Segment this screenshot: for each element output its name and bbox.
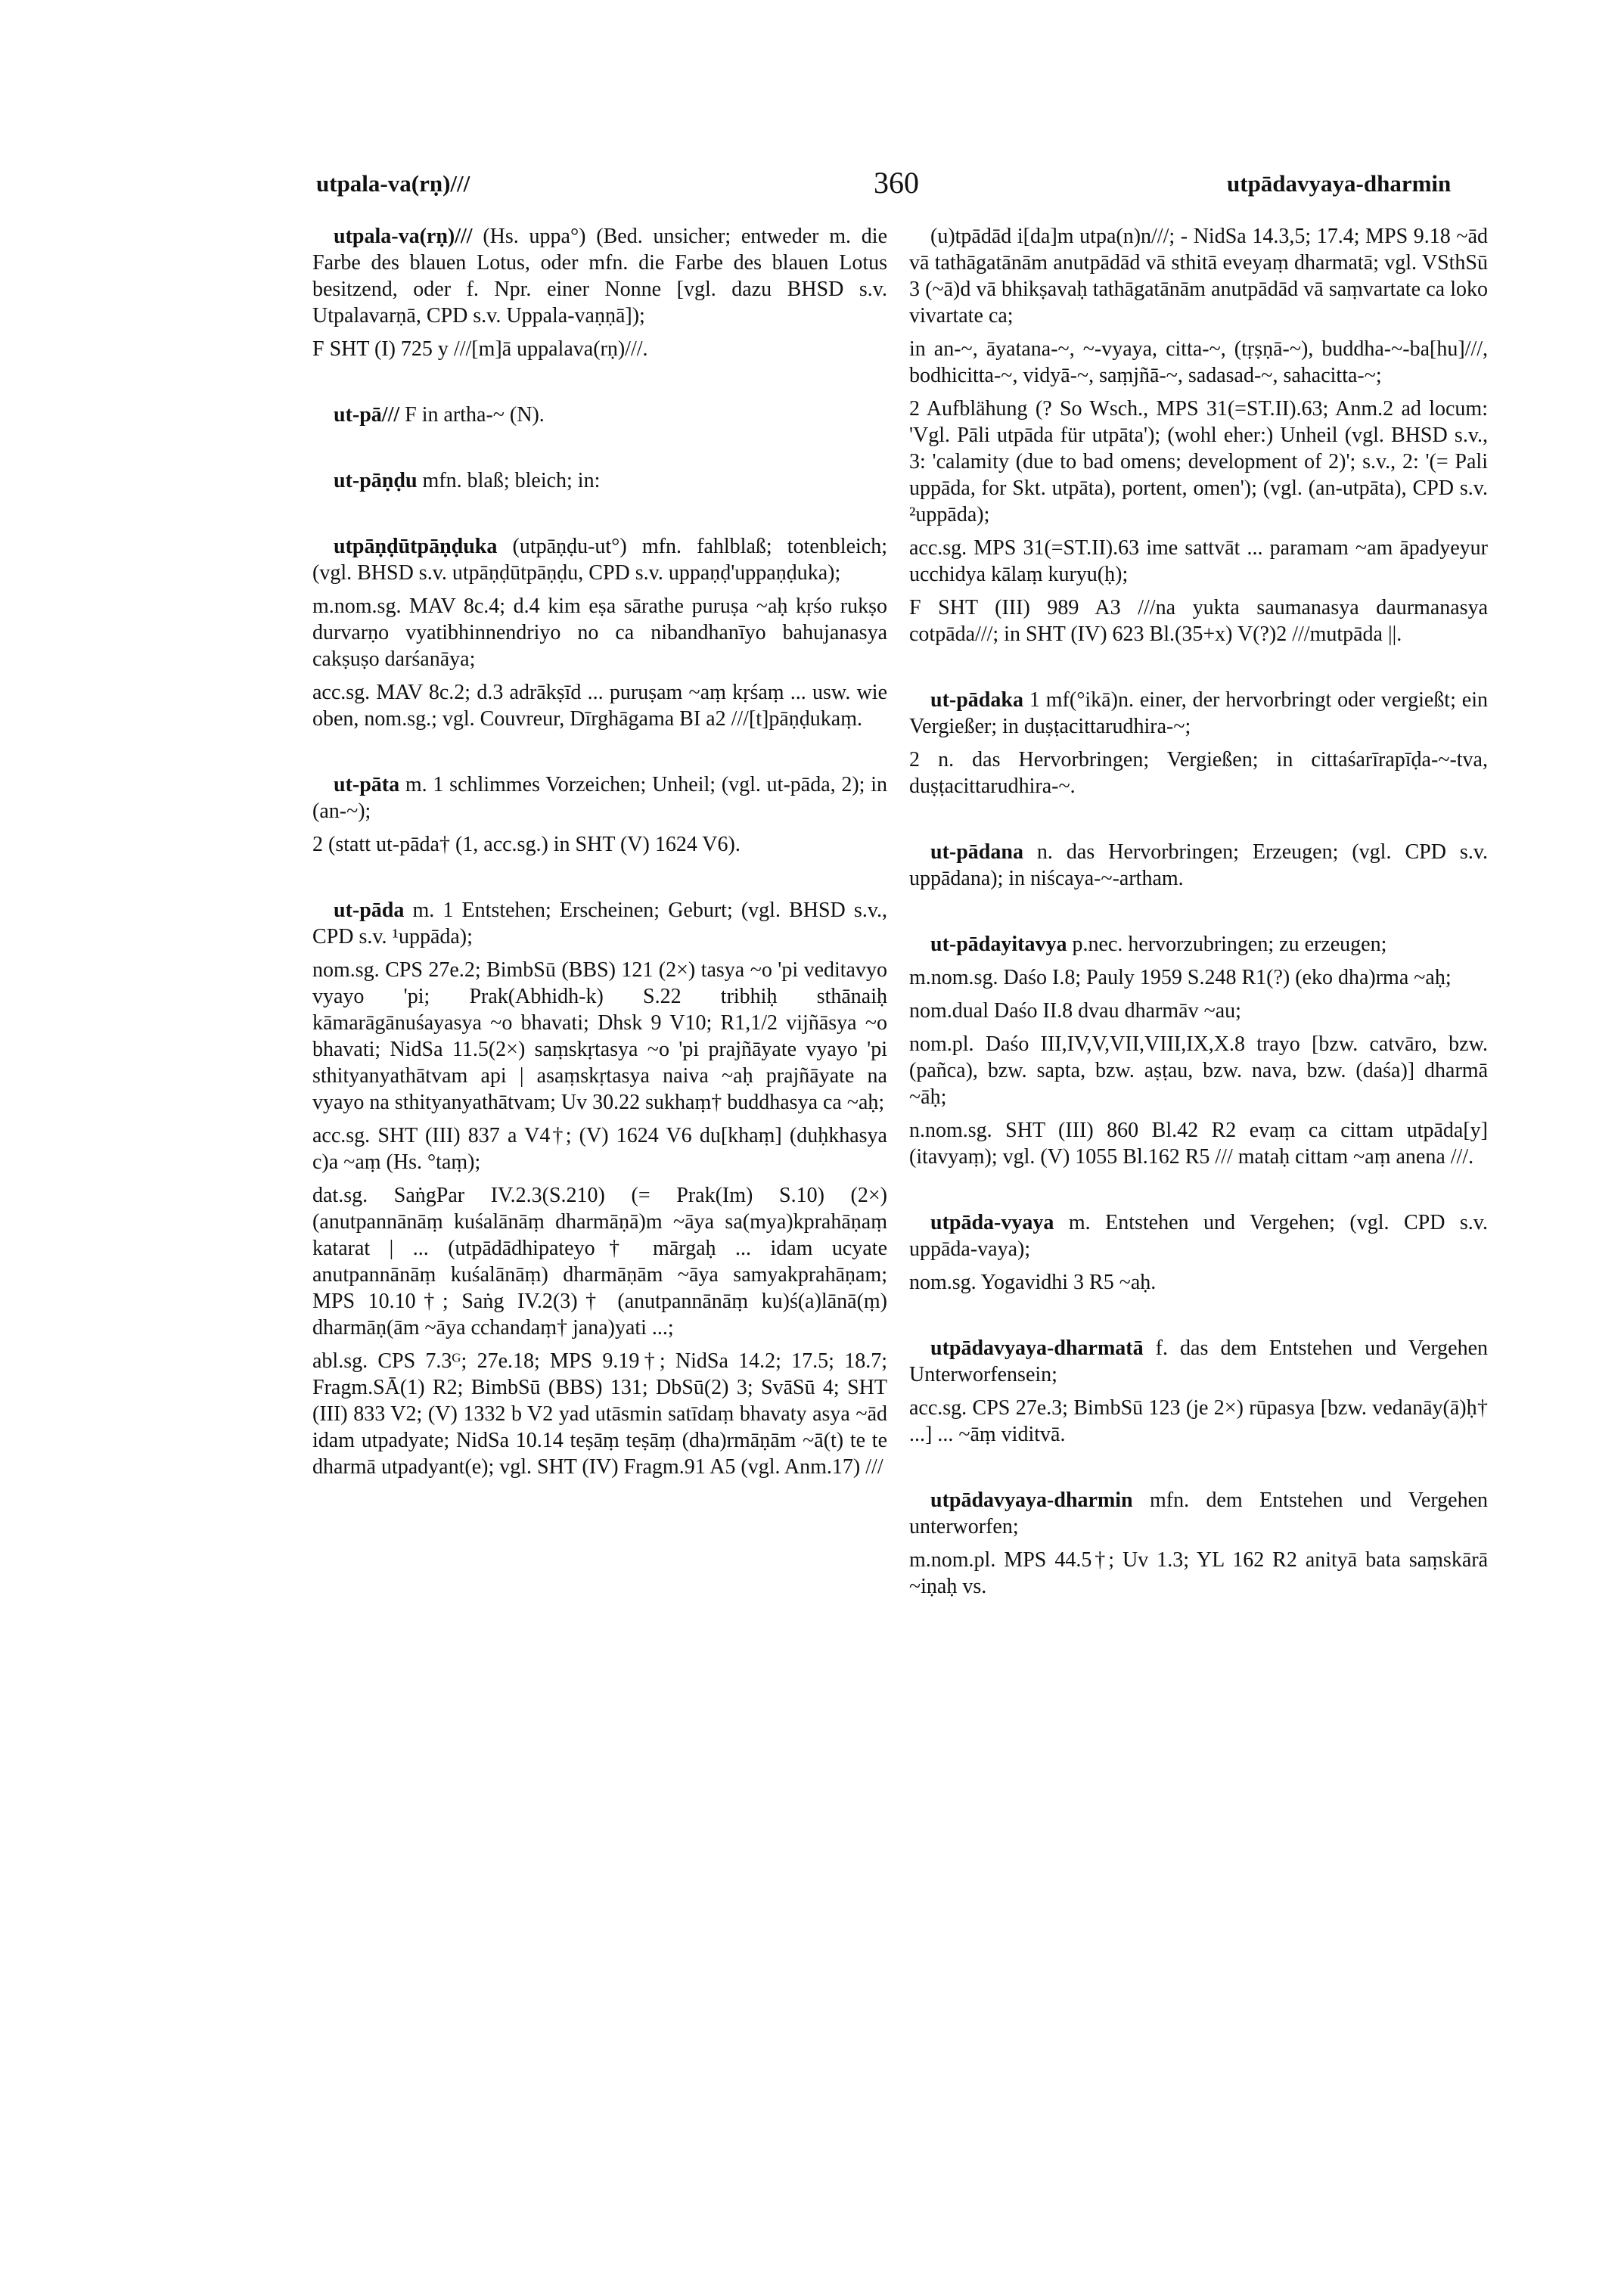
entry-citation <box>312 1182 887 1341</box>
entry-text: mfn. dem Entstehen und Vergehen unterworfen; <box>909 1489 1488 1538</box>
entry-text: F SHT (I) 725 y ///[m]ā uppalava(rṇ)///. <box>312 337 648 361</box>
entry-text: m. Entstehen und Vergehen; (vgl. CPD s.v. uppāda-vaya); <box>909 1211 1488 1261</box>
entry-citation <box>909 396 1488 528</box>
dictionary-entry <box>909 839 1488 892</box>
dictionary-entry <box>909 931 1488 1170</box>
entry-headword: ut-pādaka <box>930 688 1023 712</box>
dictionary-entry <box>312 223 887 362</box>
entry-headword: utpādavyaya-dharmin <box>930 1489 1133 1512</box>
entry-citation <box>909 595 1488 647</box>
entry-definition <box>909 839 1488 892</box>
entry-text: m.nom.pl. MPS 44.5†; Uv 1.3; YL 162 R2 anityā bata saṃskārā ~iṇaḥ vs. <box>909 1548 1488 1598</box>
entry-definition <box>909 1209 1488 1262</box>
entry-headword: ut-pāda <box>334 899 405 922</box>
entry-text: (Hs. uppa°) (Bed. unsicher; entweder m. die Farbe des blauen Lotus, oder mfn. die Farbe des blauen Lotus besitzend, oder f. Npr. einer Nonne [vgl. dazu BHSD s.v. Utpalavarṇā, CPD s.v. Uppala-vaṇṇā]); <box>312 225 887 328</box>
entry-text: abl.sg. CPS 7.3ᴳ; 27e.18; MPS 9.19†; NidSa 14.2; 17.5; 18.7; Fragm.SĀ(1) R2; BimbSū (BBS) 131; DbSū(2) 3; SvāSū 4; SHT (III) 833 V2; (V) 1332 b V2 yad utāsmin satīdaṃ bhavaty asya ~ād idam utpadyate; NidSa 10.14 teṣāṃ teṣāṃ (dha)rmāṇām ~ā(t) te te dharmā utpadyant(e); vgl. SHT (IV) Fragm.91 A5 (vgl. Anm.17) /// <box>312 1349 887 1479</box>
entry-citation <box>909 1269 1488 1296</box>
entry-headword: ut-pā/// <box>334 403 400 427</box>
entry-definition <box>312 402 887 428</box>
dictionary-entry <box>312 533 887 732</box>
entry-text: acc.sg. SHT (III) 837 a V4†; (V) 1624 V6 du[khaṃ] (duḥkhasya c)a ~aṃ (Hs. °taṃ); <box>312 1124 887 1174</box>
entry-definition <box>312 467 887 494</box>
left-column <box>312 223 887 1520</box>
entry-headword: utpala-va(rṇ)/// <box>334 225 473 248</box>
dictionary-entry <box>312 771 887 858</box>
entry-text: n. das Hervorbringen; Erzeugen; (vgl. CPD s.v. uppādana); in niścaya-~-artham. <box>909 840 1488 890</box>
dictionary-entry <box>909 1209 1488 1296</box>
entry-citation <box>312 679 887 732</box>
dictionary-entry <box>312 467 887 494</box>
entry-citation <box>909 336 1488 389</box>
entry-text: F in artha-~ (N). <box>399 403 545 427</box>
entry-definition <box>909 931 1488 958</box>
entry-text: nom.sg. Yogavidhi 3 R5 ~aḥ. <box>909 1271 1157 1294</box>
right-column <box>909 223 1488 1639</box>
entry-headword: ut-pādana <box>930 840 1023 864</box>
entry-citation <box>909 747 1488 799</box>
entry-text: F SHT (III) 989 A3 ///na yukta saumanasya daurmanasya cotpāda///; in SHT (IV) 623 Bl.(35+x) V(?)2 ///mutpāda ||. <box>909 596 1488 646</box>
entry-text: m. 1 Entstehen; Erscheinen; Geburt; (vgl. BHSD s.v., CPD s.v. ¹uppāda); <box>312 899 887 948</box>
entry-text: m.nom.sg. Daśo I.8; Pauly 1959 S.248 R1(?) (eko dha)rma ~aḥ; <box>909 966 1452 989</box>
entry-text: nom.dual Daśo II.8 dvau dharmāv ~au; <box>909 999 1241 1023</box>
entry-citation <box>312 1122 887 1175</box>
entry-text: (u)tpādād i[da]m utpa(n)n///; - NidSa 14.3,5; 17.4; MPS 9.18 ~ād vā tathāgatānām anutpādād vā sthitā eveyaṃ dharmatā; vgl. VSthSū 3 (~ā)d vā bhikṣavaḥ tathāgatānām anutpādād vā saṃvartate ca loko vivartate ca; <box>909 225 1488 328</box>
entry-text: m.nom.sg. MAV 8c.4; d.4 kim eṣa sārathe puruṣa ~aḥ kṛśo rukṣo durvarṇo vyatibhinnendriyo no ca nibandhanīyo bahujanasya cakṣuṣo darśanāya; <box>312 595 887 671</box>
entry-text: (utpāṇḍu-ut°) mfn. fahlblaß; totenbleich; (vgl. BHSD s.v. utpāṇḍūtpāṇḍu, CPD s.v. uppaṇḍ'uppaṇḍuka); <box>312 535 887 585</box>
entry-text: 1 mf(°ikā)n. einer, der hervorbringt oder vergießt; ein Vergießer; in duṣṭacittarudhira-~; <box>909 688 1488 738</box>
entry-text: 2 n. das Hervorbringen; Vergießen; in cittaśarīrapīḍa-~-tva, duṣṭacittarudhira-~. <box>909 748 1488 798</box>
entry-text: 2 (statt ut-pāda† (1, acc.sg.) in SHT (V) 1624 V6). <box>312 833 741 856</box>
page-number: 360 <box>874 166 919 200</box>
entry-text: f. das dem Entstehen und Vergehen Unterworfensein; <box>909 1336 1488 1386</box>
entry-text: 2 Aufblähung (? So Wsch., MPS 31(=ST.II).63; Anm.2 ad locum: 'Vgl. Pāli utpāda für utpāta'); (wohl eher:) Unheil (vgl. BHSD s.v., 3: 'calamity (due to bad omens; development of 2)'; s.v., 2: '(= Pali uppāda, for Skt. utpāta), portent, omen'); (vgl. (an-utpāta), CPD s.v. ²uppāda); <box>909 397 1488 526</box>
entry-headword: ut-pāta <box>334 773 400 796</box>
entry-definition <box>312 223 887 329</box>
entry-citation <box>909 964 1488 991</box>
entry-text: n.nom.sg. SHT (III) 860 Bl.42 R2 evaṃ ca cittam utpāda[y](itavyaṃ); vgl. (V) 1055 Bl.162 R5 /// mataḥ cittam ~aṃ anena ///. <box>909 1119 1488 1169</box>
entry-citation <box>312 1348 887 1480</box>
entry-text: in an-~, āyatana-~, ~-vyaya, citta-~, (tṛṣṇā-~), buddha-~-ba[hu]///, bodhicitta-~, vidyā-~, saṃjñā-~, sadasad-~, sahacitta-~; <box>909 337 1488 387</box>
entry-text: nom.pl. Daśo III,IV,V,VII,VIII,IX,X.8 trayo [bzw. catvāro, bzw. (pañca), bzw. sapta, bzw. aṣṭau, bzw. nava, bzw. (daśa)] dharmā ~āḥ; <box>909 1032 1488 1109</box>
running-head-right: utpādavyaya-dharmin <box>1227 170 1452 197</box>
entry-citation <box>312 336 887 362</box>
entry-citation <box>312 593 887 672</box>
entry-headword: ut-pāṇḍu <box>334 469 418 492</box>
entry-citation <box>909 998 1488 1024</box>
dictionary-entry <box>312 897 887 1480</box>
entry-text: m. 1 schlimmes Vorzeichen; Unheil; (vgl. ut-pāda, 2); in (an-~); <box>312 773 887 823</box>
dictionary-entry <box>909 687 1488 799</box>
entry-citation <box>312 957 887 1116</box>
dictionary-entry <box>909 223 1488 647</box>
entry-definition <box>909 1487 1488 1540</box>
entry-definition <box>909 1335 1488 1388</box>
entry-text: acc.sg. MAV 8c.2; d.3 adrākṣīd ... puruṣam ~aṃ kṛśaṃ ... usw. wie oben, nom.sg.; vgl. Couvreur, Dīrghāgama BI a2 ///[t]pāṇḍukaṃ. <box>312 681 887 731</box>
entry-text: dat.sg. SaṅgPar IV.2.3(S.210) (= Prak(Im) S.10) (2×) (anutpannānāṃ kuśalānāṃ dharmāṇā)m ~āya sa(mya)kprahāṇaṃ katarat | ... (utpādādhipateyo† mārgaḥ ... idam ucyate anutpannānāṃ kuśalānāṃ) dharmāṇām ~āya samyakprahāṇam; MPS 10.10†; Saṅg IV.2(3)† (anutpannānāṃ ku)ś(a)lānā(ṃ) dharmāṇ(ām ~āya cchandaṃ† jana)yati ...; <box>312 1184 887 1340</box>
entry-citation <box>909 1547 1488 1600</box>
running-head-left: utpala-va(rṇ)/// <box>316 170 470 197</box>
dictionary-entry <box>909 1335 1488 1448</box>
entry-citation <box>909 1117 1488 1170</box>
entry-definition <box>312 897 887 950</box>
entry-citation <box>909 1031 1488 1110</box>
entry-definition <box>312 533 887 586</box>
entry-text: p.nec. hervorzubringen; zu erzeugen; <box>1067 933 1387 956</box>
entry-definition <box>312 771 887 824</box>
dictionary-entry <box>909 1487 1488 1600</box>
dictionary-entry <box>312 402 887 428</box>
entry-headword: utpāda-vyaya <box>930 1211 1054 1234</box>
entry-citation <box>312 831 887 858</box>
entry-text: mfn. blaß; bleich; in: <box>417 469 601 492</box>
entry-definition <box>909 687 1488 740</box>
entry-citation <box>909 1395 1488 1448</box>
entry-headword: ut-pādayitavya <box>930 933 1067 956</box>
entry-citation <box>909 535 1488 588</box>
entry-headword: utpāṇḍūtpāṇḍuka <box>334 535 498 558</box>
entry-headword: utpādavyaya-dharmatā <box>930 1336 1144 1360</box>
entry-definition <box>909 223 1488 329</box>
entry-text: acc.sg. MPS 31(=ST.II).63 ime sattvāt ... paramam ~am āpadyeyur ucchidya kālaṃ kuryu(ḥ); <box>909 536 1488 586</box>
entry-text: nom.sg. CPS 27e.2; BimbSū (BBS) 121 (2×) tasya ~o 'pi veditavyo vyayo 'pi; Prak(Abhidh-k) S.22 tribhiḥ sthānaiḥ kāmarāgānuśayasya ~o bhavati; Dhsk 9 V10; R1,1/2 vijñāsya ~o bhavati; NidSa 11.5(2×) saṃskṛtasya ~o 'pi prajñāyate vyayo 'pi sthityanyathātvam api | asaṃskṛtasya naiva ~aḥ prajñāyate na vyayo na sthityanyathātvam; Uv 30.22 sukhaṃ† buddhasya ca ~aḥ; <box>312 958 887 1114</box>
entry-text: acc.sg. CPS 27e.3; BimbSū 123 (je 2×) rūpasya [bzw. vedanāy(ā)ḥ† ...] ... ~āṃ viditvā. <box>909 1396 1488 1446</box>
